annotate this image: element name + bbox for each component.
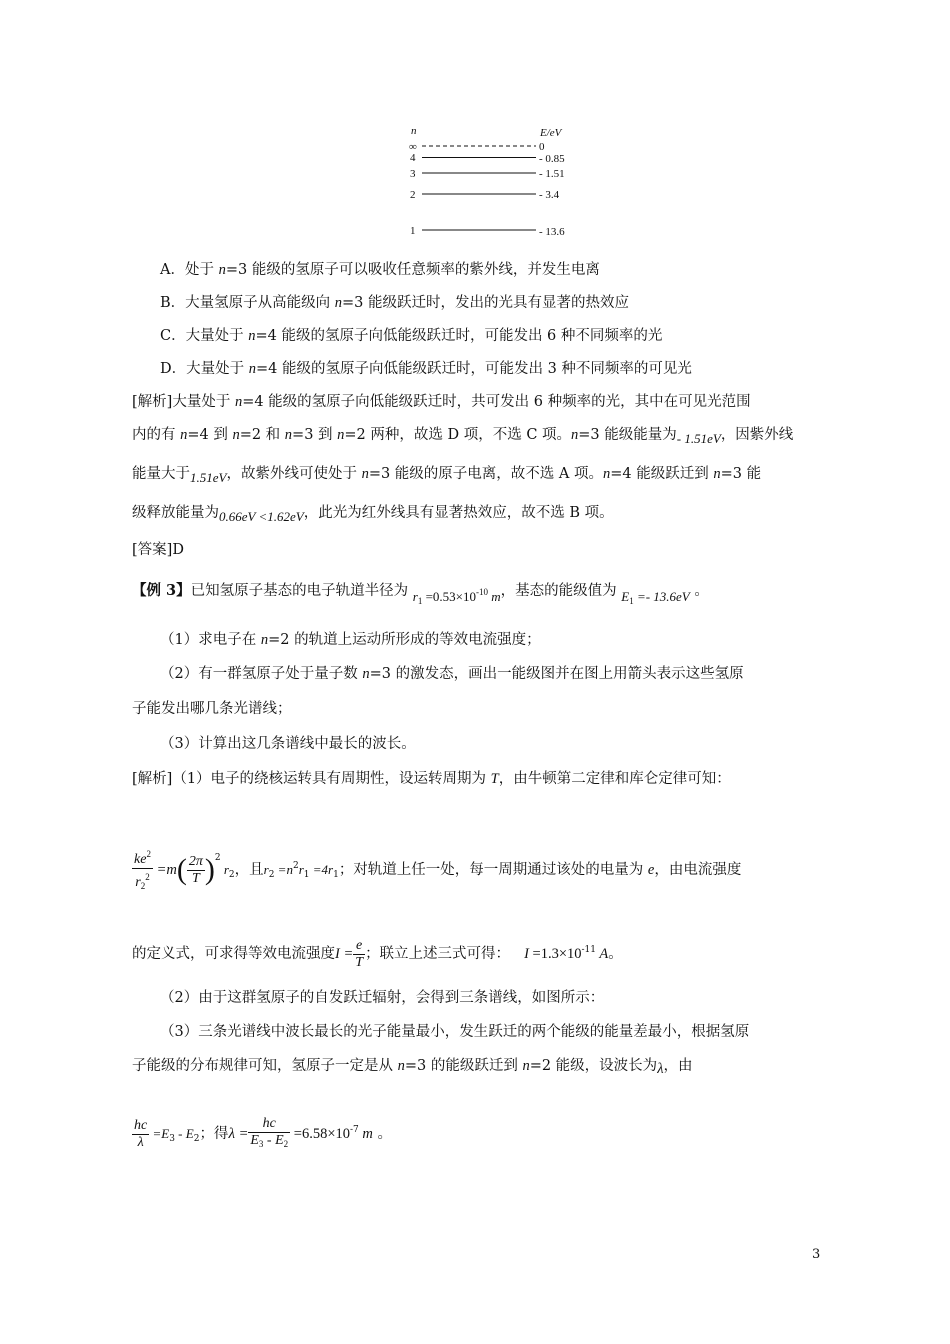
- question-2-cont: 子能发出哪几条光谱线；: [132, 701, 292, 717]
- analysis2-part3-line2: 子能级的分布规律可知，氢原子一定是从 n=3 的能级跃迁到 n=2 能级，设波长为λ，由: [132, 1058, 693, 1077]
- fraction-ke2-r22: $\frac{ke^2}{r_2^2}$: [132, 846, 153, 894]
- fraction-e-T: $\frac{e}{T}$: [355, 937, 364, 970]
- example3-stem: 【例 3】已知氢原子基态的电子轨道半径为 $r_1 =0.53\times 10^{-10}$ m，基态的能级值为 $E_1 =- 13.6eV$ 。: [132, 582, 709, 606]
- level-e-3: - 1.51: [539, 168, 565, 180]
- level-n-2: 2: [410, 189, 416, 201]
- fraction-hc-lambda: $\frac{hc}{\lambda}$: [134, 1117, 148, 1150]
- option-b: B．大量氢原子从高能级向 n=3 能级跃迁时，发出的光具有显著的热效应: [160, 295, 629, 311]
- analysis2-line1: [解析]（1）电子的绕核运转具有周期性，设运转周期为 T，由牛顿第二定律和库仑定律可知：: [132, 771, 731, 787]
- analysis2-part3-line1: （3）三条光谱线中波长最长的光子能量最小，发生跃迁的两个能级的能量差最小，根据氢原: [160, 1024, 750, 1040]
- option-c: C．大量处于 n=4 能级的氢原子向低能级跃迁时，可能发出 6 种不同频率的光: [160, 328, 663, 344]
- r1-formula: $r_1 =0.53\times 10^{-10}$ m: [412, 587, 501, 606]
- level-e-1: - 13.6: [539, 226, 565, 238]
- level-e-2: - 3.4: [539, 189, 560, 201]
- analysis1-line4: 级释放能量为0.66eV <1.62eV，此光为红外线具有显著热效应，故不选 B 项。: [132, 505, 614, 524]
- option-d: D．大量处于 n=4 能级的氢原子向低能级跃迁时，可能发出 3 种不同频率的可见光: [160, 361, 692, 377]
- analysis2-current-line: 的定义式，可求得等效电流强度I = $\frac{e}{T}$ ；联立上述三式可得： $I =1.3\times 10^{-11}$ A。: [132, 937, 623, 970]
- level-n-4: 4: [410, 152, 416, 164]
- e1-formula: $E_1 =- 13.6eV$: [621, 589, 690, 606]
- level-n-1: 1: [410, 225, 416, 237]
- question-2: （2）有一群氢原子处于量子数 n=3 的激发态，画出一能级图并在图上用箭头表示这些氢原: [160, 666, 744, 682]
- analysis1-line1: [解析]大量处于 n=4 能级的氢原子向低能级跃迁时，共可发出 6 种频率的光，其中在可见光范围: [132, 394, 751, 410]
- answer-1: [答案]D: [132, 542, 184, 558]
- energy-axis-label: E/eV: [540, 127, 562, 139]
- level-n-3: 3: [410, 168, 416, 180]
- option-a: A．处于 n=3 能级的氢原子可以吸收任意频率的紫外线，并发生电离: [160, 262, 600, 278]
- analysis1-line2: 内的有 n=4 到 n=2 和 n=3 到 n=2 两种，故选 D 项，不选 C 项。n=3 能级能量为- 1.51eV，因紫外线: [132, 427, 794, 446]
- fraction-2pi-T: $\frac{2\pi}{T}$: [188, 853, 203, 886]
- page-number: 3: [812, 1247, 821, 1262]
- analysis2-part2: （2）由于这群氢原子的自发跃迁辐射，会得到三条谱线，如图所示：: [160, 990, 605, 1006]
- n-axis-label: n: [411, 125, 417, 137]
- analysis1-line3: 能量大于1.51eV，故紫外线可使处于 n=3 能级的原子电离，故不选 A 项。n=4 能级跃迁到 n=3 能: [132, 466, 762, 485]
- level-e-inf: 0: [539, 141, 545, 153]
- analysis2-formula-line: $\frac{ke^2}{r_2^2}$ =m( $\frac{2\pi}{T}$ )$^2$ $r_2$，且$r_2 =n^2r_1 =4r_1$；对轨道上任一处，每一周期通过该处的电量为 e，由电流强度: [132, 838, 741, 895]
- level-e-4: - 0.85: [539, 153, 565, 165]
- question-1: （1）求电子在 n=2 的轨道上运动所形成的等效电流强度；: [160, 632, 541, 648]
- energy-level-diagram: [405, 120, 605, 245]
- analysis2-wavelength-line: $\frac{hc}{\lambda}$ $=E_3 - E_2$；得λ = $\frac{hc}{E_3 - E_2}$ $=6.58\times 10^{-7}$ m 。: [132, 1110, 392, 1159]
- question-3: （3）计算出这几条谱线中最长的波长。: [160, 736, 416, 752]
- level-n-inf: ∞: [409, 141, 417, 153]
- fraction-hc-E3-E2: $\frac{hc}{E_3 - E_2}$: [250, 1116, 289, 1149]
